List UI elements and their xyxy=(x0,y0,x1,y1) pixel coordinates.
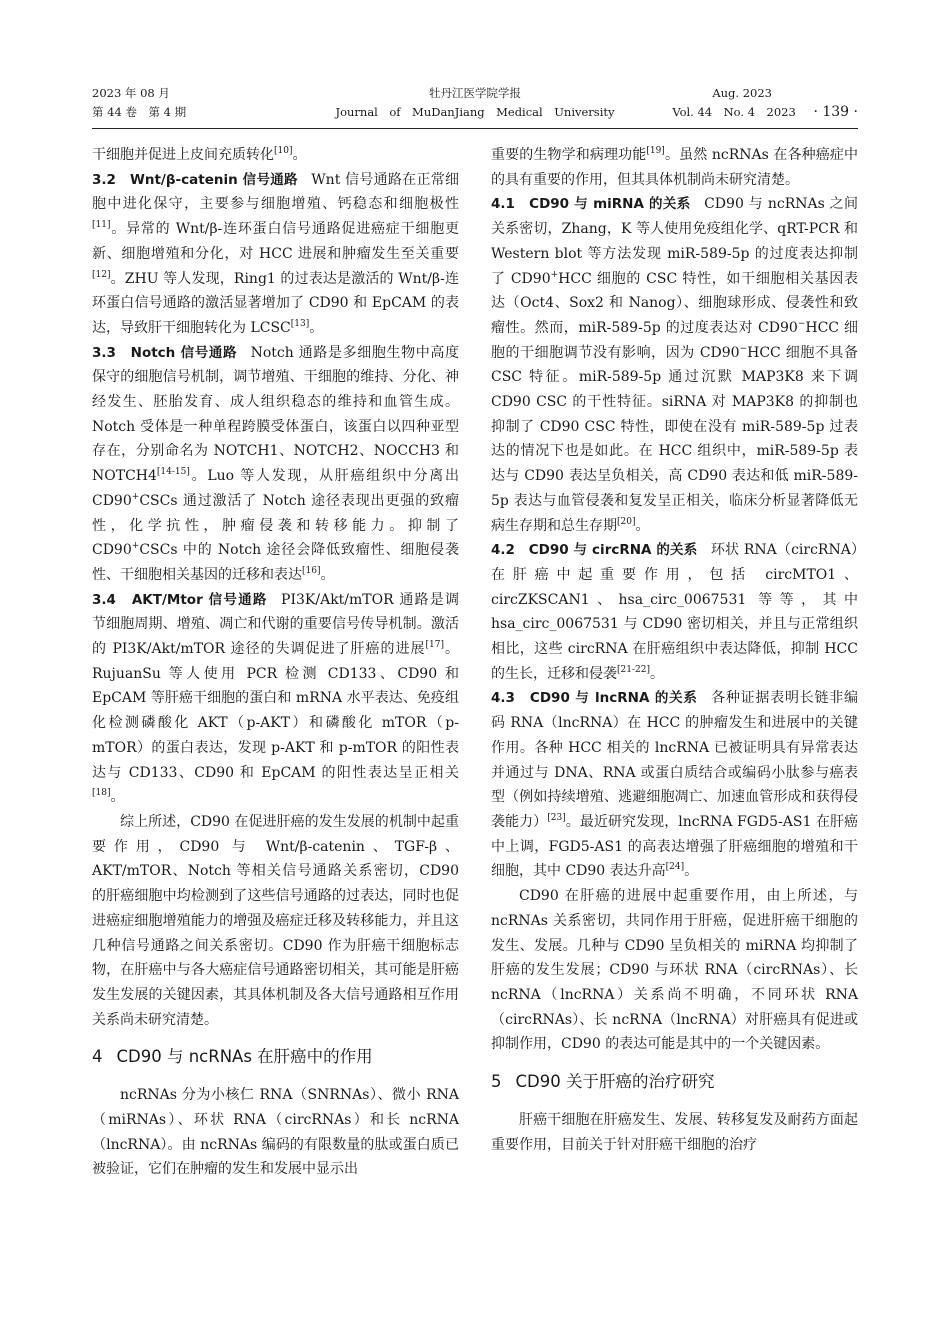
section-3-2: 3.2 Wnt/β-catenin 信号通路 Wnt 信号通路在正常细胞中进化保守，主要参与细胞增殖、钙稳态和细胞极性[11]。异常的 Wnt/β-连环蛋白信号通路促进癌症干细胞更新、细胞增殖和分化，对 HCC 进展和肿瘤发生至关重要[12]。ZHU 等人发现，Ring1 的过表达是激活的 Wnt/β-连环蛋白信号通路的激活显著增加了 CD90 和 EpCAM 的表达，导致肝干细胞转化为 LCSC[13]。 xyxy=(92,171,460,336)
citation: [10] xyxy=(274,146,293,156)
section-5-intro: 肝癌干细胞在肝癌发生、发展、转移复发及耐药方面起重要作用，目前关于针对肝癌干细胞的治疗 xyxy=(491,1112,858,1153)
citation: [12] xyxy=(92,269,111,280)
header-rule xyxy=(92,128,858,129)
header-volume-issue-en: Vol. 44 No. 4 2023 xyxy=(672,105,796,119)
superscript: − xyxy=(797,318,806,329)
paragraph-continuation: 干细胞并促进上皮间充质转化[10]。 xyxy=(92,146,307,163)
subsection-heading: 4.1 CD90 与 miRNA 的关系 xyxy=(491,196,691,213)
section-5-heading: 5 CD90 关于肝癌的治疗研究 xyxy=(491,1072,715,1092)
subsection-heading: 3.4 AKT/Mtor 信号通路 xyxy=(92,591,268,608)
citation: [20] xyxy=(617,516,636,527)
citation: [13] xyxy=(290,318,310,329)
citation: [11] xyxy=(92,220,111,231)
subsection-heading: 4.2 CD90 与 circRNA 的关系 xyxy=(491,542,698,559)
section-4-intro: ncRNAs 分为小核仁 RNA（SNRNAs）、微小 RNA（miRNAs）、环状 RNA（circRNAs）和长 ncRNA（lncRNA）。由 ncRNAs 编码的有限数量的肽或蛋白质已被验证，它们在肿瘤的发生和发展中显示出 xyxy=(92,1087,459,1178)
section-4-2: 4.2 CD90 与 circRNA 的关系 环状 RNA（circRNA）在肝癌中起重要作用，包括 circMTO1、circZKSCAN1、hsa_circ_0067531 等等，其中 hsa_circ_0067531 与 CD90 密切相关，并且与正常组织相比，这些 circRNA 在肝癌组织中表达降低，抑制 HCC 的生长，迁移和侵袭[21-22]。 xyxy=(491,542,858,682)
section-4-1: 4.1 CD90 与 miRNA 的关系 CD90 与 ncRNAs 之间关系密切，Zhang，K 等人使用免疫组化学、qRT-PCR 和 Western blot 等方法发现 miR-589-5p 的过度表达抑制了 CD90+HCC 细胞的 CSC 特性，如干细胞相关基因表达（Oct4、Sox2 和 Nanog）、细胞球形成、侵袭性和致瘤性。然而，miR-589-5p 的过度表达对 CD90−HCC 细胞的干细胞调节没有影响，因为 CD90−HCC 细胞不具备 CSC 特征。miR-589-5p 通过沉默 MAP3K8 来下调 CD90 CSC 的干性特征。siRNA 对 MAP3K8 的抑制也抑制了 CD90 CSC 特性，即使在没有 miR-589-5p 过表达的情况下也是如此。在 HCC 组织中，miR-589-5p 表达与 CD90 表达呈负相关，高 CD90 表达和低 miR-589-5p 表达与血管侵袭和复发呈正相关，临床分析显著降低无病生存期和总生存期[20]。 xyxy=(491,196,859,534)
citation: [16] xyxy=(302,565,321,576)
header-date: 2023 年 08 月 xyxy=(92,86,170,100)
citation: [19] xyxy=(646,146,665,156)
superscript: − xyxy=(739,343,748,354)
header-volume-issue: 第 44 卷 第 4 期 xyxy=(92,105,187,119)
running-header xyxy=(92,84,858,128)
citation: [24] xyxy=(665,862,685,873)
header-date-en: Aug. 2023 xyxy=(712,86,772,100)
citation: [14-15] xyxy=(156,467,190,478)
superscript: + xyxy=(131,541,140,552)
page-number: · 139 · xyxy=(813,104,858,120)
subsection-heading: 3.2 Wnt/β-catenin 信号通路 xyxy=(92,171,298,188)
subsection-heading: 4.3 CD90 与 lncRNA 的关系 xyxy=(491,690,698,707)
journal-title-cn: 牡丹江医学院学报 xyxy=(429,86,521,100)
superscript: + xyxy=(550,269,559,280)
left-column xyxy=(92,143,459,1182)
section-4-3: 4.3 CD90 与 lncRNA 的关系 各种证据表明长链非编码 RNA（lncRNA）在 HCC 的肿瘤发生和进展中的关键作用。各种 HCC 相关的 lncRNA 已被证明具有异常表达并通过与 DNA、RNA 或蛋白质结合或编码小肽参与癌表型（例如持续增殖、逃避细胞凋亡、加速血管形成和获得侵袭能力）[23]。最近研究发现，lncRNA FGD5-AS1 在肝癌中上调，FGD5-AS1 的高表达增强了肝癌细胞的增殖和干细胞，其中 CD90 表达升高[24]。 xyxy=(491,690,859,880)
summary-paragraph: CD90 在肝癌的进展中起重要作用，由上所述，与 ncRNAs 关系密切，共同作用于肝癌，促进肝癌干细胞的发生、发展。几种与 CD90 呈负相关的 miRNA 均抑制了肝癌的发生发展；CD90 与环状 RNA（circRNAs）、长 ncRNA（lncRNA）关系尚不明确，不同环状 RNA（circRNAs）、长 ncRNA（lncRNA）对肝癌具有促进或抑制作用，CD90 的表达可能是其中的一个关键因素。 xyxy=(491,888,858,1053)
section-3-3: 3.3 Notch 信号通路 Notch 通路是多细胞生物中高度保守的细胞信号机制，调节增殖、干细胞的维持、分化、神经发生、胚胎发育、成人组织稳态的维持和血管生成。Notch 受体是一种单程跨膜受体蛋白，该蛋白以四种亚型存在，分别命名为 NOTCH1、NOTCH2、NOCCH3 和 NOTCH4[14-15]。Luo 等人发现，从肝癌组织中分离出 CD90+CSCs 通过激活了 Notch 途径表现出更强的致瘤性，化学抗性，肿瘤侵袭和转移能力。抑制了 CD90+CSCs 中的 Notch 途径会降低致瘤性、细胞侵袭性、干细胞相关基因的迁移和表达[16]。 xyxy=(92,344,459,583)
section-4-heading: 4 CD90 与 ncRNAs 在肝癌中的作用 xyxy=(92,1047,373,1067)
citation: [17] xyxy=(425,640,444,651)
citation: [21-22] xyxy=(617,664,650,675)
section-3-4: 3.4 AKT/Mtor 信号通路 PI3K/Akt/mTOR 通路是调节细胞周期、增殖、凋亡和代谢的重要信号传导机制。激活的 PI3K/Akt/mTOR 途径的失调促进了肝癌的进展[17]。RujuanSu 等人使用 PCR 检测 CD133、CD90 和 EpCAM 等肝癌干细胞的蛋白和 mRNA 水平表达、免疫组化检测磷酸化 AKT（p-AKT）和磷酸化 mTOR（p-mTOR）的蛋白表达，发现 p-AKT 和 p-mTOR 的阳性表达与 CD133、CD90 和 EpCAM 的阳性表达呈正相关[18]。 xyxy=(92,591,459,806)
journal-title-en: Journal of MuDanJiang Medical University xyxy=(335,105,615,119)
summary-paragraph: 综上所述，CD90 在促进肝癌的发生发展的机制中起重要作用，CD90 与 Wnt/β-catenin、TGF-β、AKT/mTOR、Notch 等相关信号通路关系密切，CD90 的肝癌细胞中均检测到了这些信号通路的过表达，同时也促进癌症细胞增殖能力的增强及癌症迁移及转移能力，并且这几种信号通路之间关系密切。CD90 作为肝癌干细胞标志物，在肝癌中与各大癌症信号通路密切相关，其可能是肝癌发生发展的关键因素，其具体机制及各大信号通路相互作用关系尚未研究清楚。 xyxy=(92,813,459,1028)
right-column xyxy=(491,143,858,1157)
citation: [23] xyxy=(547,812,566,823)
superscript: + xyxy=(131,491,140,502)
paragraph-continuation: 重要的生物学和病理功能[19]。虽然 ncRNAs 在各种癌症中的具有重要的作用，但其具体机制尚未研究清楚。 xyxy=(491,146,859,188)
subsection-heading: 3.3 Notch 信号通路 xyxy=(92,344,238,361)
citation: [18] xyxy=(92,788,111,799)
